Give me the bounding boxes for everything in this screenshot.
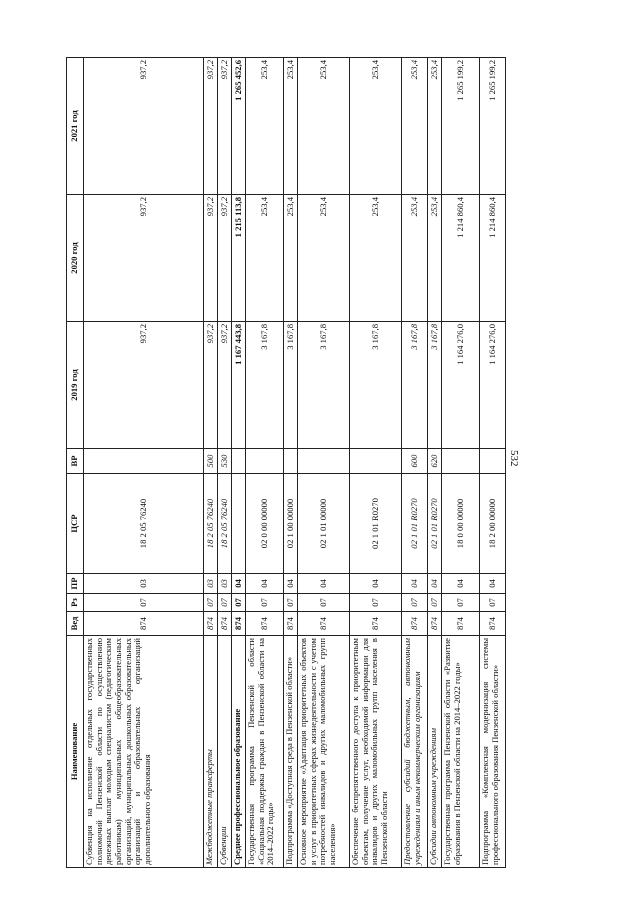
row-vr-cell: [298, 449, 350, 474]
row-pr-cell: 04: [298, 574, 350, 594]
row-ved-cell: 874: [246, 612, 284, 636]
row-2019-cell: 1 164 276,0: [442, 322, 480, 449]
row-pr-cell: 04: [402, 574, 428, 594]
row-2019-cell: 3 167,8: [284, 322, 298, 449]
row-csr-cell: 02 1 01 R0270: [402, 474, 428, 574]
row-pr-cell: 04: [480, 574, 506, 594]
row-ved-cell: 874: [298, 612, 350, 636]
row-ved-cell: 874: [428, 612, 442, 636]
row-rz-cell: 07: [84, 594, 204, 612]
row-name-cell: Обеспечение беспрепятственного доступа к приоритетным объектам, получение услуг, необходимой информации для инвалидов и других маломобильных групп населения в Пензенской области: [350, 636, 402, 868]
table-row: [428, 58, 442, 868]
row-vr-cell: [350, 449, 402, 474]
row-vr-cell: 600: [402, 449, 428, 474]
row-name-cell: Подпрограмма «Доступная среда в Пензенской области»: [284, 636, 298, 868]
table-row: [402, 58, 428, 868]
rotated-budget-table: [66, 58, 506, 868]
row-2021-cell: 253,4: [350, 58, 402, 195]
row-pr-cell: 03: [84, 574, 204, 594]
header-2020: 2020 год: [67, 195, 84, 322]
row-pr-cell: 03: [218, 574, 232, 594]
row-pr-cell: 04: [442, 574, 480, 594]
row-pr-cell: 04: [284, 574, 298, 594]
row-rz-cell: 07: [428, 594, 442, 612]
row-2021-cell: 253,4: [284, 58, 298, 195]
row-ved-cell: 874: [232, 612, 246, 636]
row-vr-cell: [442, 449, 480, 474]
row-name-cell: Подпрограмма «Комплексная модернизация системы профессионального образования Пензенской области»: [480, 636, 506, 868]
row-name-cell: Субвенция на исполнение отдельных государственных полномочий Пензенской области по осуществлению денежных выплат молодым специалистам (педагогическим работникам) муниципальных общеобразовательных организаций, муниципальных дошкольных образовательных организаций и образовательных организаций дополнительного образования: [84, 636, 204, 868]
row-rz-cell: 07: [480, 594, 506, 612]
header-ved: Вед: [67, 612, 84, 636]
table-row: [442, 58, 480, 868]
row-2020-cell: 1 215 113,8: [232, 195, 246, 322]
row-vr-cell: 620: [428, 449, 442, 474]
table-row: [298, 58, 350, 868]
row-2020-cell: 1 214 860,4: [442, 195, 480, 322]
row-2021-cell: 253,4: [428, 58, 442, 195]
row-rz-cell: 07: [284, 594, 298, 612]
row-rz-cell: 07: [246, 594, 284, 612]
row-2019-cell: 3 167,8: [298, 322, 350, 449]
row-csr-cell: 02 0 00 00000: [246, 474, 284, 574]
row-2021-cell: 937,2: [204, 58, 218, 195]
row-name-cell: Государственная программа Пензенской области «Социальная поддержка граждан в Пензенской области на 2014–2022 годы»: [246, 636, 284, 868]
row-ved-cell: 874: [84, 612, 204, 636]
row-rz-cell: 07: [218, 594, 232, 612]
header-pr: ПР: [67, 574, 84, 594]
row-rz-cell: 07: [350, 594, 402, 612]
row-name-cell: Государственная программа Пензенской области «Развитие образования в Пензенской области на 2014–2022 годы»: [442, 636, 480, 868]
row-csr-cell: 18 2 00 00000: [480, 474, 506, 574]
row-2020-cell: 253,4: [298, 195, 350, 322]
row-pr-cell: 04: [350, 574, 402, 594]
header-2021: 2021 год: [67, 58, 84, 195]
row-vr-cell: [246, 449, 284, 474]
row-2019-cell: 3 167,8: [246, 322, 284, 449]
row-2020-cell: 1 214 860,4: [480, 195, 506, 322]
row-rz-cell: 07: [204, 594, 218, 612]
row-ved-cell: 874: [218, 612, 232, 636]
row-csr-cell: 02 1 00 00000: [284, 474, 298, 574]
row-2021-cell: 1 265 199,2: [442, 58, 480, 195]
row-ved-cell: 874: [442, 612, 480, 636]
row-2019-cell: 937,2: [84, 322, 204, 449]
row-2019-cell: 1 167 443,8: [232, 322, 246, 449]
row-2019-cell: 937,2: [218, 322, 232, 449]
row-ved-cell: 874: [402, 612, 428, 636]
row-ved-cell: 874: [284, 612, 298, 636]
header-2019: 2019 год: [67, 322, 84, 449]
table-row: [480, 58, 506, 868]
row-2020-cell: 253,4: [246, 195, 284, 322]
header-name: Наименование: [67, 636, 84, 868]
row-vr-cell: 500: [204, 449, 218, 474]
page-number: 532: [508, 450, 520, 467]
header-csr: ЦСР: [67, 474, 84, 574]
row-csr-cell: 02 1 01 R0270: [428, 474, 442, 574]
row-2021-cell: 253,4: [298, 58, 350, 195]
row-name-cell: Субвенции: [218, 636, 232, 868]
row-2021-cell: 1 265 452,6: [232, 58, 246, 195]
row-name-cell: Предоставление субсидий бюджетным, автономным учреждениям и иным некоммерческим организациям: [402, 636, 428, 868]
row-pr-cell: 04: [428, 574, 442, 594]
row-csr-cell: 18 2 05 76240: [84, 474, 204, 574]
table-row: [84, 58, 204, 868]
row-ved-cell: 874: [480, 612, 506, 636]
table-row: [204, 58, 218, 868]
row-2019-cell: 1 164 276,0: [480, 322, 506, 449]
table-row: [246, 58, 284, 868]
row-2021-cell: 1 265 199,2: [480, 58, 506, 195]
row-csr-cell: 02 1 01 00000: [298, 474, 350, 574]
row-2021-cell: 253,4: [246, 58, 284, 195]
header-rz: Рз: [67, 594, 84, 612]
row-vr-cell: 530: [218, 449, 232, 474]
row-ved-cell: 874: [204, 612, 218, 636]
row-2020-cell: 253,4: [284, 195, 298, 322]
row-csr-cell: 18 0 00 00000: [442, 474, 480, 574]
row-2021-cell: 937,2: [218, 58, 232, 195]
row-2020-cell: 937,2: [218, 195, 232, 322]
row-2021-cell: 253,4: [402, 58, 428, 195]
row-csr-cell: 02 1 01 R0270: [350, 474, 402, 574]
row-ved-cell: 874: [350, 612, 402, 636]
table-row: [284, 58, 298, 868]
row-2020-cell: 937,2: [204, 195, 218, 322]
row-rz-cell: 07: [402, 594, 428, 612]
row-rz-cell: 07: [298, 594, 350, 612]
row-csr-cell: [232, 474, 246, 574]
row-name-cell: Среднее профессиональное образование: [232, 636, 246, 868]
row-vr-cell: [480, 449, 506, 474]
row-2019-cell: 937,2: [204, 322, 218, 449]
row-2020-cell: 253,4: [428, 195, 442, 322]
row-pr-cell: 04: [232, 574, 246, 594]
table-row: [232, 58, 246, 868]
row-name-cell: Основное мероприятие «Адаптация приоритетных объектов и услуг в приоритетных сферах жизнедеятельности с учетом потребностей инвалидов и других маломобильных групп населения»: [298, 636, 350, 868]
row-2019-cell: 3 167,8: [350, 322, 402, 449]
row-csr-cell: 18 2 05 76240: [204, 474, 218, 574]
budget-table: [66, 57, 506, 868]
row-pr-cell: 04: [246, 574, 284, 594]
row-rz-cell: 07: [442, 594, 480, 612]
header-row: [67, 58, 84, 868]
row-vr-cell: [284, 449, 298, 474]
row-2019-cell: 3 167,8: [402, 322, 428, 449]
table-body: [84, 58, 506, 868]
row-csr-cell: 18 2 05 76240: [218, 474, 232, 574]
header-vr: ВР: [67, 449, 84, 474]
row-vr-cell: [84, 449, 204, 474]
row-vr-cell: [232, 449, 246, 474]
row-name-cell: Субсидии автономным учреждениям: [428, 636, 442, 868]
row-2021-cell: 937,2: [84, 58, 204, 195]
row-name-cell: Межбюджетные трансферты: [204, 636, 218, 868]
row-2020-cell: 253,4: [402, 195, 428, 322]
row-2020-cell: 937,2: [84, 195, 204, 322]
table-row: [350, 58, 402, 868]
row-2019-cell: 3 167,8: [428, 322, 442, 449]
row-rz-cell: 07: [232, 594, 246, 612]
row-pr-cell: 03: [204, 574, 218, 594]
row-2020-cell: 253,4: [350, 195, 402, 322]
table-row: [218, 58, 232, 868]
